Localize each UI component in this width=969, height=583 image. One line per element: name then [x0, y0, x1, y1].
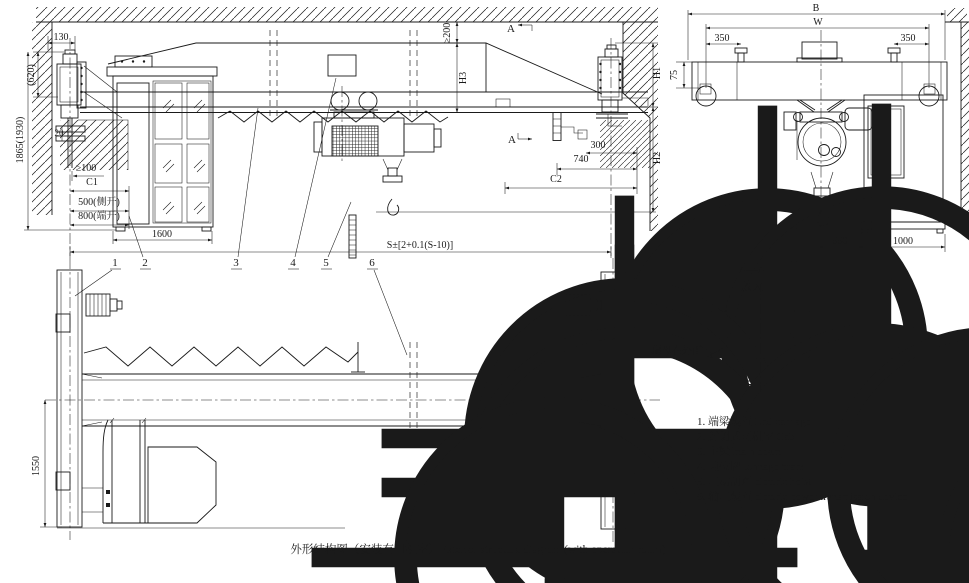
section-marker-a-bottom: A — [508, 134, 516, 146]
callout-5: 5 — [323, 257, 329, 269]
dim-75: 75 — [669, 70, 680, 80]
callout-3: 3 — [233, 257, 239, 269]
dim-550: 550 — [832, 236, 848, 247]
travel-motor-left — [86, 294, 122, 316]
callout-6: 6 — [369, 257, 375, 269]
dim-h2: H2 — [652, 151, 663, 165]
festoon-cable — [84, 347, 358, 366]
side-wall-hatch — [945, 8, 969, 233]
section-cut-markers — [507, 23, 532, 146]
section-marker-a-top: A — [507, 23, 515, 35]
dim-500: 500(侧开) — [78, 197, 120, 208]
callout-4: 4 — [290, 257, 296, 269]
pendant-control — [349, 215, 356, 258]
tonnage-plate — [328, 55, 356, 76]
ceiling-hatch — [36, 7, 658, 22]
dim-c2: C2 — [550, 174, 562, 185]
left-wall-hatch — [32, 22, 128, 215]
dim-h1: H1 — [652, 66, 663, 80]
cab-windows — [153, 81, 211, 223]
dim-h3: H3 — [458, 71, 469, 85]
dim-c1: C1 — [86, 177, 98, 188]
dim-130: 130 — [53, 32, 69, 43]
dim-1550: 1550 — [31, 456, 42, 476]
section-note: 螺母在外面 — [652, 346, 702, 357]
dim-350-left: 350 — [714, 33, 730, 44]
dim-1865-1930: 1865(1930) — [15, 116, 26, 164]
legend-item-1: 1. 端梁装置 End carriage — [697, 416, 811, 428]
drawing-caption: 外形结构图（安装有司机室）Exterior structure diagram (with operation room) — [290, 544, 666, 556]
section-title: A—A — [738, 264, 766, 276]
dim-1600: 1600 — [152, 229, 172, 240]
dim-740: 740 — [573, 154, 589, 165]
dim-350-right: 350 — [900, 33, 916, 44]
callout-2: 2 — [142, 257, 148, 269]
legend-item-2: 2. 封闭式司机室 Cab — [697, 431, 795, 443]
section-zoom-label: 放大 — [741, 281, 763, 293]
legend-item-3: 3. 主梁 main beam — [697, 446, 782, 458]
legend-item-4: 4. 吨位牌 tonnage brand — [697, 461, 807, 473]
legend-item-5: 5. 电动葫芦 electric hoist — [697, 476, 812, 488]
dim-20: 20 — [54, 128, 64, 138]
dim-1000: 1000 — [893, 236, 913, 247]
legend-item-6: 6. 输电装置 electric power transmission device — [697, 491, 908, 503]
dim-ge200: ≥200 — [442, 22, 453, 44]
callout-1: 1 — [112, 257, 118, 269]
side-hoist — [784, 108, 872, 166]
dim-620: (620) — [26, 64, 37, 86]
dim-300: 300 — [590, 140, 606, 151]
dim-800: 800(端开) — [78, 211, 120, 222]
dim-b: B — [812, 3, 820, 14]
electric-hoist — [314, 86, 441, 162]
plan-cab — [82, 418, 216, 523]
dim-ge100: ≥100 — [75, 163, 97, 174]
dim-span-s: S±[2+0.1(S-10)] — [386, 240, 454, 251]
dim-w: W — [813, 17, 823, 28]
